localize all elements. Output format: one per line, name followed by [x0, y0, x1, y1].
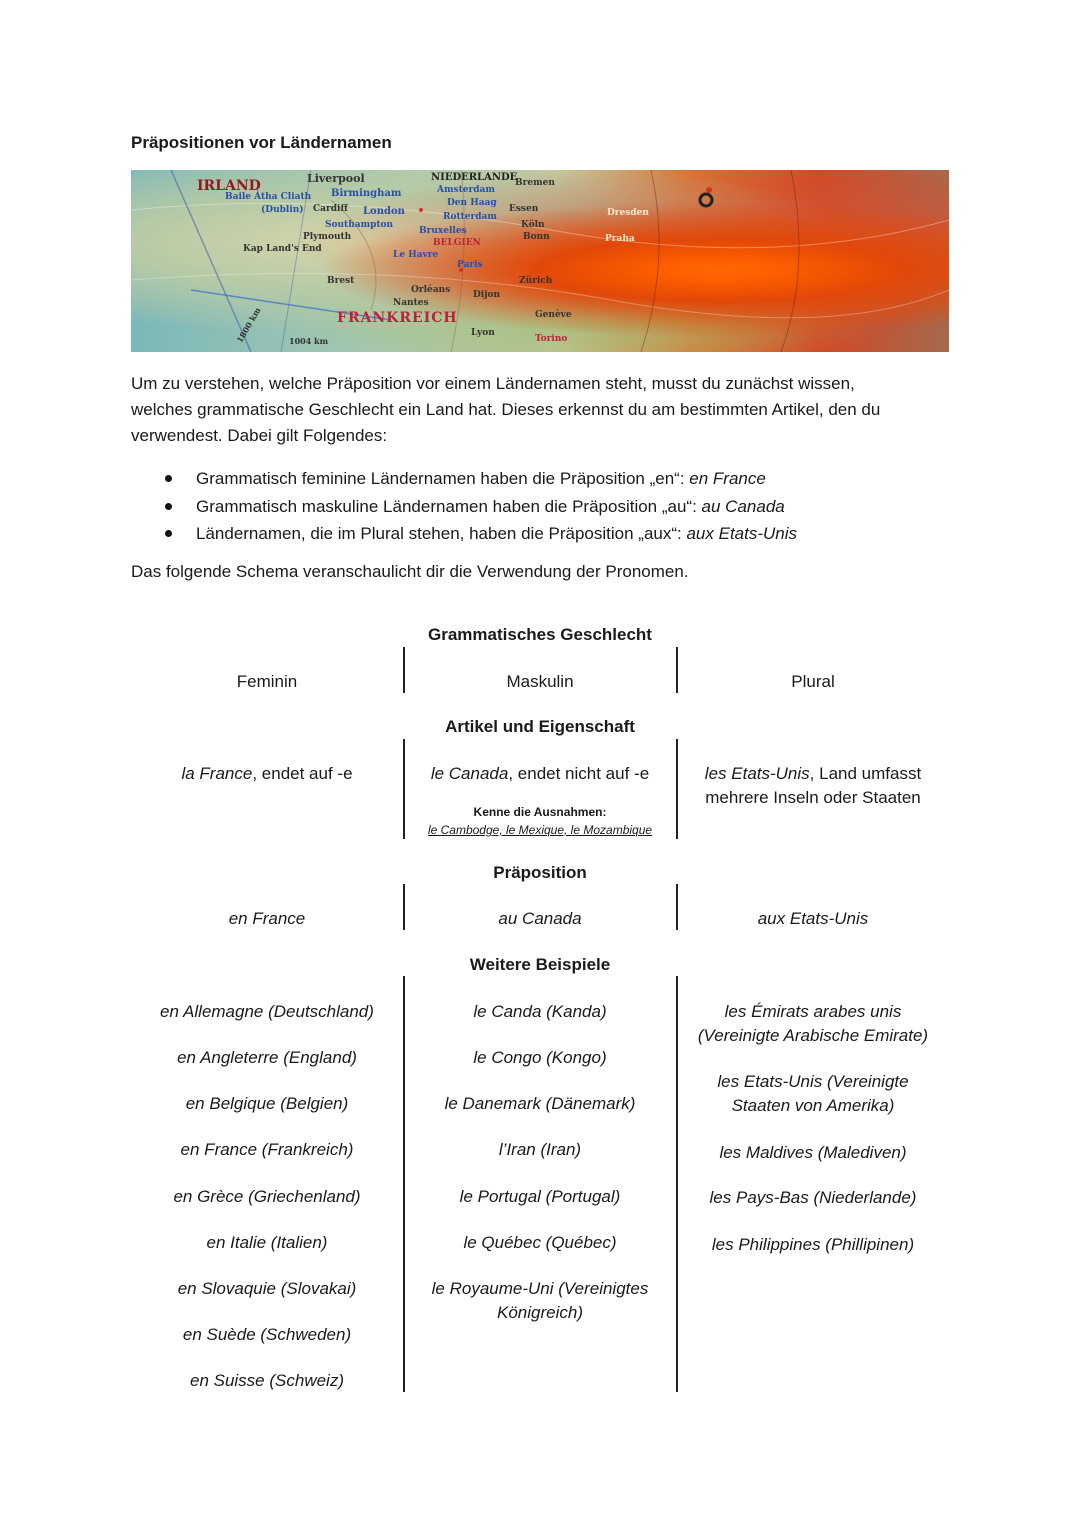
- map-label: (Dublin): [261, 205, 304, 215]
- gender-plural: Plural: [791, 672, 835, 691]
- map-label: Essen: [509, 204, 539, 214]
- article-maskulin-name: le Canada: [430, 764, 509, 783]
- example-maskulin: le Portugal (Portugal): [459, 1187, 621, 1206]
- section-heading-article: Artikel und Eigenschaft: [445, 717, 635, 736]
- map-label: IRLAND: [197, 178, 261, 194]
- map-label: FRANKREICH: [337, 310, 458, 326]
- example-feminin: en Italie (Italien): [206, 1233, 328, 1252]
- map-label: 1004 km: [289, 336, 329, 346]
- article-maskulin-rule: , endet nicht auf -e: [508, 764, 650, 783]
- map-label: London: [363, 206, 405, 217]
- preposition-feminin: en France: [228, 909, 306, 928]
- map-label: Orléans: [411, 285, 451, 295]
- map-label: Lyon: [471, 328, 495, 338]
- map-banner-image: [131, 170, 949, 352]
- map-label: Liverpool: [307, 172, 365, 185]
- map-label: Le Havre: [393, 250, 439, 260]
- column-divider: [403, 976, 405, 1392]
- article-plural-rule-line2: mehrere Inseln oder Staaten: [705, 788, 921, 807]
- preposition-maskulin: au Canada: [498, 909, 582, 928]
- rule-text: Grammatisch maskuline Ländernamen haben die Präposition „au“:: [196, 496, 702, 516]
- map-label: Bremen: [515, 178, 555, 188]
- example-maskulin: le Congo (Kongo): [473, 1048, 607, 1067]
- example-plural: les Etats-Unis (Vereinigte: [717, 1072, 909, 1091]
- article-feminin-name: la France: [181, 764, 253, 783]
- example-maskulin: le Danemark (Dänemark): [444, 1094, 636, 1113]
- map-label: Cardiff: [313, 204, 348, 214]
- example-maskulin: le Canda (Kanda): [473, 1002, 607, 1021]
- map-label: Zürich: [519, 276, 553, 286]
- gender-maskulin: Maskulin: [506, 672, 574, 691]
- exceptions-list: le Cambodge, le Mexique, le Mozambique: [427, 823, 653, 837]
- example-plural: les Émirats arabes unis: [724, 1002, 902, 1021]
- example-maskulin: l’Iran (Iran): [498, 1140, 582, 1159]
- map-label: Brest: [327, 276, 355, 286]
- map-label: BELGIEN: [433, 238, 481, 248]
- article-maskulin: [404, 762, 676, 786]
- map-label: Dijon: [473, 290, 501, 300]
- map-label: Plymouth: [303, 232, 352, 242]
- preposition-plural: aux Etats-Unis: [757, 909, 869, 928]
- map-label: Bonn: [523, 232, 550, 242]
- example-plural: les Pays-Bas (Niederlande): [709, 1188, 917, 1207]
- intro-line: Um zu verstehen, welche Präposition vor einem Ländernamen steht, musst du zunächst wissen,: [131, 374, 855, 393]
- intro-line: welches grammatische Geschlecht ein Land hat. Dieses erkennst du am bestimmten Artikel, den du: [131, 400, 881, 419]
- map-label: 1800 km: [234, 305, 263, 345]
- list-item: [165, 465, 965, 493]
- map-label: Torino: [535, 334, 568, 344]
- example-feminin: en Belgique (Belgien): [185, 1094, 349, 1113]
- page-title: Präpositionen vor Ländernamen: [131, 133, 392, 152]
- map-label: NIEDERLANDE: [431, 172, 518, 183]
- rule-text: Ländernamen, die im Plural stehen, haben die Präposition „aux“:: [196, 524, 687, 543]
- map-label: Rotterdam: [443, 212, 497, 222]
- article-feminin: [131, 762, 403, 786]
- article-feminin-rule: , endet auf -e: [252, 764, 353, 783]
- schema-intro: Das folgende Schema veranschaulicht dir die Verwendung der Pronomen.: [131, 562, 689, 581]
- gender-feminin: Feminin: [236, 672, 298, 691]
- section-heading-preposition: Präposition: [493, 863, 587, 882]
- map-label: Den Haag: [447, 198, 497, 208]
- map-label: Paris: [457, 260, 483, 270]
- map-label: Baile Átha Cliath: [225, 192, 312, 202]
- example-plural: (Vereinigte Arabische Emirate): [697, 1026, 929, 1045]
- section-heading-examples: Weitere Beispiele: [469, 955, 611, 974]
- example-plural: Staaten von Amerika): [731, 1096, 895, 1115]
- example-maskulin: Königreich): [497, 1303, 583, 1322]
- map-label: Köln: [521, 220, 545, 230]
- exceptions-heading: Kenne die Ausnahmen:: [473, 805, 607, 819]
- article-plural-rule: , Land umfasst: [809, 764, 922, 783]
- example-feminin: en Slovaquie (Slovakai): [177, 1279, 357, 1298]
- rule-example: en France: [689, 469, 766, 488]
- article-plural: [677, 762, 949, 810]
- example-feminin: en Angleterre (England): [177, 1048, 357, 1067]
- example-plural: les Maldives (Malediven): [719, 1143, 907, 1162]
- list-item: [165, 520, 965, 548]
- map-label: Southampton: [325, 220, 394, 230]
- example-feminin: en Suède (Schweden): [182, 1325, 352, 1344]
- example-feminin: en Grèce (Griechenland): [173, 1187, 361, 1206]
- map-label: Genève: [535, 310, 572, 320]
- map-label: Nantes: [393, 298, 429, 308]
- map-label: Amsterdam: [437, 185, 495, 195]
- intro-line: verwendest. Dabei gilt Folgendes:: [131, 426, 388, 445]
- map-label: Birmingham: [331, 188, 402, 199]
- map-label: Dresden: [607, 208, 649, 218]
- example-maskulin: le Québec (Québec): [463, 1233, 617, 1252]
- example-feminin: en Allemagne (Deutschland): [160, 1002, 374, 1021]
- rules-list: [165, 465, 965, 548]
- example-feminin: en France (Frankreich): [180, 1140, 354, 1159]
- list-item: [165, 493, 965, 521]
- example-maskulin: le Royaume-Uni (Vereinigtes: [431, 1279, 649, 1298]
- rule-example: aux Etats-Unis: [686, 524, 798, 543]
- article-plural-name: les Etats-Unis: [704, 764, 810, 783]
- rule-example: au Canada: [701, 496, 785, 516]
- example-plural: les Philippines (Phillipinen): [711, 1235, 915, 1254]
- intro-paragraph: [131, 371, 951, 449]
- map-label: Bruxelles: [419, 226, 467, 236]
- example-feminin: en Suisse (Schweiz): [189, 1371, 344, 1390]
- map-label: Praha: [605, 234, 635, 244]
- rule-text: Grammatisch feminine Ländernamen haben die Präposition „en“:: [196, 469, 690, 488]
- exceptions-note: [404, 803, 676, 839]
- map-label: Kap Land's End: [243, 244, 322, 254]
- section-heading-gender: Grammatisches Geschlecht: [428, 625, 652, 644]
